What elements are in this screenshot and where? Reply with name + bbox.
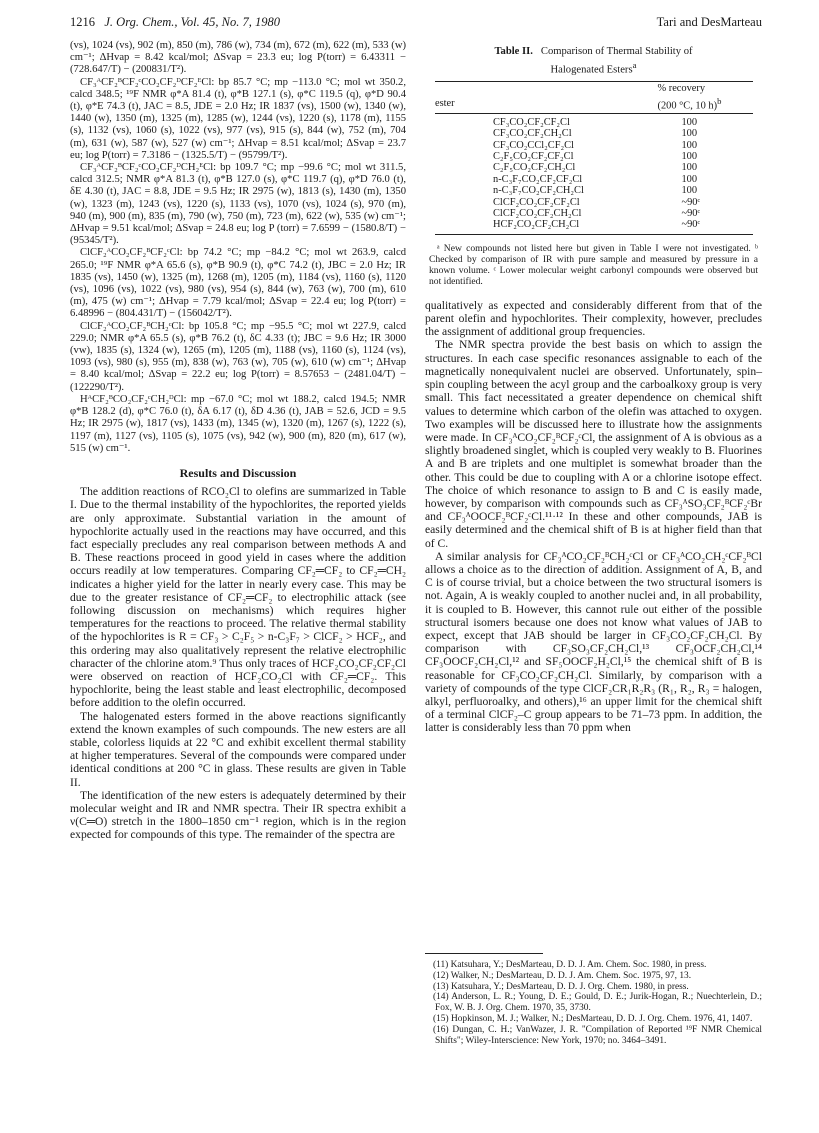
ester-cell: CF₃CO₂CCl₂CF₂Cl: [493, 139, 574, 151]
compound-paragraph: CF₃ᴬCF₂ᴮCF₂ᶜCO₂CF₂ᴰCH₂ᴱCl: bp 109.7 °C; mp −99.6 °C; mol wt 311.5, calcd 312.5; NMR φ*A 81.3 (t), φ*B 127.0 (s), φ*C 119.7 (q), φ*D 76.0 (t), δE 4.30 (t), JAC = 8.8, JDE = 9.5 Hz; IR 2975 (w), 1813 (s), 1430 (m), 1350 (w), 1323 (m), 1243 (vs), 1220 (s), 1133 (vs), 1070 (vs), 1024 (s), 970 (m), 940 (m), 900 (m), 835 (m), 790 (w), 750 (m), 723 (m), 622 (w), 535 (w) cm⁻¹; ΔHvap = 9.51 kcal/mol; ΔSvap = 24.8 eu; log P (torr) = 7.6599 − (1580.8/T) − (95345/T²).: [70, 162, 406, 247]
table-row: [435, 185, 753, 196]
compound-paragraph: ClCF₂ᴬCO₂CF₂ᴮCH₂ᶜCl: bp 105.8 °C; mp −95.5 °C; mol wt 227.9, calcd 229.0; NMR φ*A 65.5 (s), φ*B 76.2 (t), δC 4.33 (t); JBC = 9.6 Hz; IR 3000 (vw), 1835 (s), 1324 (w), 1265 (m), 1205 (m), 1188 (vs), 1160 (s), 1124 (vs), 1093 (vs), 980 (s), 955 (m), 838 (w), 763 (w), 705 (w), 610 (w) cm⁻¹; ΔHvap = 8.40 kcal/mol; ΔSvap = 22.2 eu; log P(torr) = 8.57653 − (2481.04/T) − (122290/T²).: [70, 320, 406, 393]
page-header: [70, 15, 762, 33]
table-title-line2: Halogenated Esters: [550, 64, 633, 76]
body-paragraph: A similar analysis for CF₃ᴬCO₂CF₂ᴮCH₂ᶜCl or CF₃ᴬCO₂CH₂ᶜCF₂ᴮCl allows a choice as to the direction of addition. Assignment of A, B, and C is of course trivial, but a choice between the two structural isomers is not. Again, A is weakly coupled to another nuclei and, in all probability, it is coupled to B. However, this cannot rule out either of the possible structural isomers because one does not know what values of JAB to expect, except that JAB should be larger in CF₃CO₂CF₂CH₂Cl. By comparison with CF₃SO₃CF₂CH₂Cl,¹³ CF₃OCF₂CH₂Cl,¹⁴ CF₃OOCF₂CH₂Cl,¹² and SF₅OOCF₂H₂Cl,¹⁵ the chemical shift of B is reasonable for CF₃CO₂CF₂CH₂Cl. Similarly, by comparison with a variety of compounds of the type ClCF₂CR₁R₂R₃ (R₁, R₂, R₃ = halogen, alkyl, perfluoroalky, and others),¹⁶ an upper limit for the chemical shift of a terminal ClCF₂–C group appears to be 71–73 ppm. In addition, the latter is considerably less than 70 ppm when: [425, 549, 762, 735]
ester-cell: ClCF₂CO₂CF₂CF₂Cl: [493, 196, 580, 208]
stability-table: [435, 81, 753, 235]
ester-cell: n-C₃F₇CO₂CF₂CH₂Cl: [493, 185, 584, 197]
recovery-cell: ~90ᶜ: [681, 208, 701, 220]
recovery-cell: 100: [681, 151, 698, 163]
table-row: [435, 162, 753, 173]
body-paragraph: qualitatively as expected and considerably different from that of the parent olefin and hypochlorites. Their complexity, however, precludes the assignment of additional group frequencies.: [425, 298, 762, 339]
ester-cell: CF₃CO₂CF₂CF₂Cl: [493, 116, 570, 128]
reference-item: (16) Dungan, C. H.; VanWazer, J. R. "Compilation of Reported ¹⁹F NMR Chemical Shifts"; Wiley-Interscience: New York, 1970; no. 3464–3491.: [433, 1024, 762, 1046]
ester-header: ester: [435, 95, 657, 113]
body-paragraph: The NMR spectra provide the best basis on which to assign the structures. In each case specific resonances assignable to each of the magnetically nonequivalent nuclei are observed. Unfortunately, spin–spin coupling between the acyl group and the carboalkoxy group is very small. This fact necessitated a greater dependence on chemical shift values to determine which carbon of the olefin was attached to oxygen. Two examples will be discussed here to illustrate how the assignments were made. In CF₃ᴬCO₂CF₂ᴮCF₂ᶜCl, the assignment of A is obvious as a slightly broadened singlet, which is coupled very weakly to B. Fluorines A and B are triplets and one multiplet is somewhat broader than the other. This could be due to coupling with A or a chlorine isotope effect. The choice of which resonance to assign to B and C is easily made, however, by comparison with compounds such as CF₃ᴬSO₃CF₂ᴮCF₂ᶜBr and CF₃ᴬOOCF₂ᴮCF₂ᶜCl.¹¹·¹² In these and other compounds, JAB is easily determined and the chemical shift of B is at higher field than that of C.: [425, 338, 762, 550]
ester-cell: CF₃CO₂CF₂CH₂Cl: [493, 128, 572, 140]
recovery-cell: 100: [681, 116, 698, 128]
recovery-cell: 100: [681, 128, 698, 140]
ester-cell: n-C₃F₇CO₂CF₂CF₂Cl: [493, 173, 583, 185]
reference-item: (12) Walker, N.; DesMarteau, D. D. J. Am. Chem. Soc. 1975, 97, 13.: [433, 970, 692, 981]
table-row: [435, 128, 753, 139]
compound-paragraph: ClCF₂ᴬCO₂CF₂ᴮCF₂ᶜCl: bp 74.2 °C; mp −84.2 °C; mol wt 263.9, calcd 265.0; ¹⁹F NMR φ*A 65.6 (s), φ*B 90.9 (t), φ*C 74.2 (t), JBC = 2.0 Hz; IR 1835 (vs), 1450 (w), 1325 (m), 1268 (m), 1205 (m), 1184 (vs), 1160 (s), 1120 (vs), 1096 (vs), 1022 (vs), 980 (vs), 954 (s), 844 (w), 763 (w), 700 (m), 610 (m), 475 (w) cm⁻¹; ΔHvap = 7.79 kcal/mol; ΔSvap = 22.4 eu; log P(torr) = 6.48996 − (804.431/T) − (156042/T²).: [70, 247, 406, 320]
section-title: Results and Discussion: [179, 465, 297, 480]
table-row: [435, 174, 753, 185]
recovery-cell: ~90ᶜ: [657, 219, 753, 234]
reference-item: (14) Anderson, L. R.; Young, D. E.; Gould, D. E.; Jurik-Hogan, R.; Nuechterlein, D.; Fox, W. B. J. Org. Chem. 1970, 35, 3730.: [433, 992, 762, 1014]
recovery-header-line2: (200 °C, 10 h)$^b$: [657, 95, 753, 113]
table-title-line1: Comparison of Thermal Stability of: [540, 46, 693, 57]
recovery-cell: 100: [681, 162, 698, 174]
table-row: [435, 219, 753, 234]
reference-item: (13) Katsuhara, Y.; DesMarteau, D. D. J. Org. Chem. 1980, in press.: [433, 981, 689, 992]
recovery-header-line1: % recovery: [657, 81, 753, 95]
ester-cell: ClCF₂CO₂CF₂CH₂Cl: [493, 208, 582, 220]
page-number: 1216: [70, 15, 95, 29]
ester-cell: C₂F₅CO₂CF₂CF₂Cl: [493, 151, 574, 163]
table-row: [435, 197, 753, 208]
recovery-cell: ~90ᶜ: [681, 196, 701, 208]
reference-item: (11) Katsuhara, Y.; DesMarteau, D. D. J. Am. Chem. Soc. 1980, in press.: [433, 960, 707, 970]
table-row: [435, 151, 753, 162]
discussion-paragraph: The identification of the new esters is adequately determined by their molecular weight and IR and NMR spectra. Their IR spectra exhibit a ν(C═O) stretch in the 1800–1850 cm⁻¹ region, which is in the region expected for compounds of this type. The remainder of the spectra are: [70, 788, 406, 842]
journal-citation: J. Org. Chem., Vol. 45, No. 7, 1980: [104, 15, 280, 29]
ester-cell: C₂F₅CO₂CF₂CH₂Cl: [493, 162, 576, 174]
table-title: [425, 46, 762, 77]
table-row: [435, 208, 753, 219]
table-title-note: a: [632, 59, 637, 70]
table-footnotes: ᵃ New compounds not listed here but given in Table I were not investigated. ᵇ Checked by comparison of IR with pure sample and measured by pressure in a known volume. ᶜ Lower molecular weight carbonyl compounds were observed but not identified.: [429, 242, 758, 287]
discussion-paragraph: The addition reactions of RCO₂Cl to olefins are summarized in Table I. Due to the thermal instability of the hypochlorites, the reported yields are only approximate. Substantial variation in the amount of hypochlorite actually used in the reactions may have occurred, and this fact especially precludes any real comparison between methods A and B. These reactions proceed in good yield in cases where the addition occurs readily at low temperatures. Comparing CF₂═CF₂ to CF₂═CH₂ indicates a higher yield for the latter in nearly every case. This may be due to the greater resistance of CF₂═CF₂ to electrophilic attack (see following discussion on mechanisms) which requires higher temperatures for the reactions to proceed. The relative thermal stability of the hypochlorites is R = CF₃ > C₂F₅ > n-C₃F₇ > ClCF₂ > HCF₂, and this ordering may also qualitatively represent the relative electrophilic character of the chlorine atom.⁹ Thus only traces of HCF₂CO₂CF₂CF₂Cl were observed on reaction of HCF₂CO₂Cl with CF₂═CF₂. This hypochlorite, being the least stable and least electrophilic, decomposed before addition to the olefin occurred.: [70, 485, 406, 710]
recovery-cell: 100: [681, 185, 698, 197]
compound-paragraph: CF₃ᴬCF₂ᴮCF₂ᶜCO₂CF₂ᴰCF₂ᴱCl: bp 85.7 °C; mp −113.0 °C; mol wt 350.2, calcd 348.5; ¹⁹F NMR φ*A 81.4 (t), φ*B 127.1 (s), φ*C 119.5 (q), φ*D 90.4 (t), φ*E 74.3 (t), JAC = 8.5, JDE = 2.0 Hz; IR 1837 (vs), 1500 (w), 1340 (w), 1440 (w), 1350 (m), 1325 (m), 1285 (w), 1244 (vs), 1220 (s), 1178 (m), 1155 (s), 1132 (vs), 1060 (s), 1022 (vs), 977 (vs), 915 (s), 844 (w), 752 (m), 704 (m), 631 (w), 587 (w), 527 (w) cm⁻¹; ΔHvap = 8.51 kcal/mol; ΔSvap = 23.7 eu; log P(torr) = 7.3186 − (1325.5/T) − (95799/T²).: [70, 76, 406, 161]
recovery-cell: 100: [681, 139, 698, 151]
recovery-cell: 100: [681, 173, 698, 185]
running-authors: Tari and DesMarteau: [656, 15, 762, 29]
table-row: [435, 140, 753, 151]
references-divider: [425, 953, 543, 954]
compound-paragraph: (vs), 1024 (vs), 902 (m), 850 (m), 786 (w), 734 (m), 672 (m), 622 (m), 533 (w) cm⁻¹; ΔHvap = 8.42 kcal/mol; ΔSvap = 23.3 eu; log P(torr) = 6.43311 − (728.647/T) − (200831/T²).: [70, 40, 406, 76]
table-row: [435, 113, 753, 128]
left-column: [70, 40, 406, 842]
right-column: [425, 40, 762, 735]
discussion-paragraph: The halogenated esters formed in the above reactions significantly extend the known examples of such compounds. The new esters are all stable, colorless liquids at 22 °C and exhibit excellent thermal stability at higher temperatures. Several of the compounds were compared under identical conditions at 200 °C in glass. These results are given in Table II.: [70, 709, 406, 789]
reference-item: (15) Hopkinson, M. J.; Walker, N.; DesMarteau, D. D. J. Org. Chem. 1976, 41, 1407.: [433, 1013, 753, 1024]
ester-cell: HCF₂CO₂CF₂CH₂Cl: [435, 219, 657, 234]
table-label: Table II.: [494, 46, 533, 57]
references: [425, 953, 762, 1046]
compound-paragraph: HᴬCF₂ᴮCO₂CF₂ᶜCH₂ᴰCl: mp −67.0 °C; mol wt 188.2, calcd 194.5; NMR φ*B 128.2 (d), φ*C 76.0 (t), δA 6.17 (t), δD 4.36 (t), JAB = 52.6, JCD = 9.5 Hz; IR 2975 (w), 1817 (vs), 1433 (m), 1345 (w), 1320 (m), 1267 (s), 1222 (s), 1197 (m), 1127 (vs), 1105 (s), 1075 (vs), 942 (w), 900 (m), 820 (m), 617 (w), 515 (w) cm⁻¹.: [70, 393, 406, 454]
